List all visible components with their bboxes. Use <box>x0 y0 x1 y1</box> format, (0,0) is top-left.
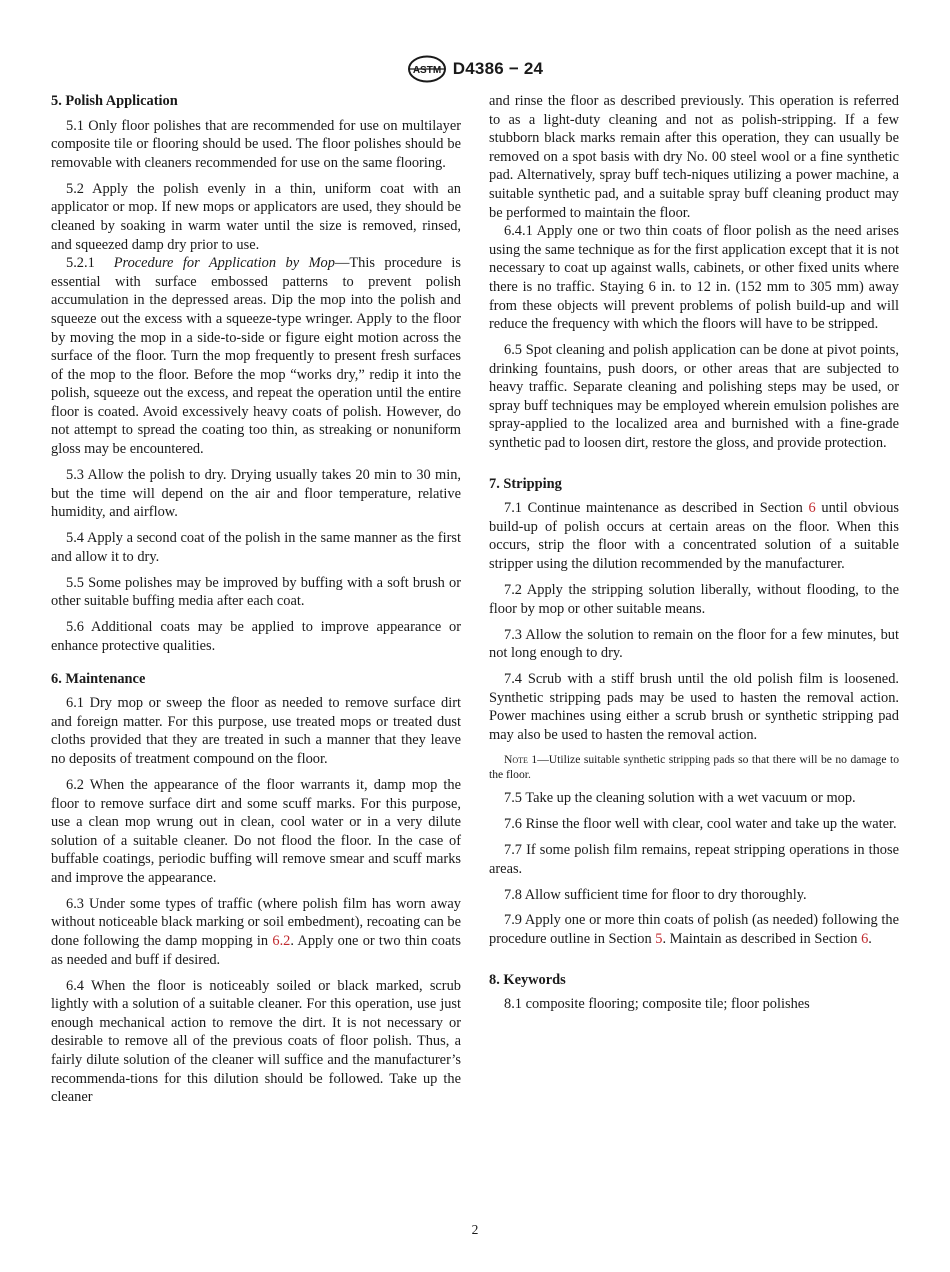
right-column <box>489 92 899 1021</box>
paragraph: 6.4.1 Apply one or two thin coats of floor polish as the need arises using the same technique as for the first application except that it is not necessary to coat up against walls, cabinets, or other fixed units where there is no traffic. Staying 6 in. to 12 in. (152 mm to 305 mm) away from these objects will prevent problems of polish build-up and will reduce the frequency with which the floors will have to be stripped. <box>489 223 899 333</box>
note-text: —Utilize suitable synthetic stripping pads so that there will be no damage to the floor. <box>489 752 899 782</box>
paragraph: 6.5 Spot cleaning and polish application can be done at pivot points, drinking fountains, push doors, or other areas that are subjected to heavy traffic. Separate cleaning and polishing steps may be used, or spray buff techniques may be employed wherein emulsion polishes are spray-applied to the localized area and burnished with a fine-grade synthetic pad to loosen dirt, restore the gloss, and provide protection. <box>489 342 899 452</box>
paragraph <box>51 254 461 459</box>
paragraph: 7.5 Take up the cleaning solution with a wet vacuum or mop. <box>504 789 856 806</box>
section-link[interactable]: 6 <box>808 500 816 517</box>
page-number: 2 <box>471 1222 479 1237</box>
paragraph: 7.4 Scrub with a stiff brush until the old polish film is loosened. Synthetic stripping pads may be used to hasten the removal action. Power machines using either a scrub brush or synthetic stripping pad may also be used to hasten the removal action. <box>489 671 899 743</box>
paragraph-continued: and rinse the floor as described previously. This operation is referred to as a light-duty cleaning and not as polish-stripping. If a few stubborn black marks remain after this operation, they can usually be removed on a spot basis with dry No. 00 steel wool or a fine synthetic pad. Alternatively, spray buff tech-niques utilizing a power machine, a suitable synthetic pad, and a suitable spray buff cleaning product may be performed to maintain the floor. <box>489 93 899 221</box>
text-run: . <box>868 931 872 948</box>
paragraph <box>489 911 899 948</box>
paragraph <box>51 895 461 969</box>
paragraph: 7.7 If some polish film remains, repeat stripping operations in those areas. <box>489 841 899 877</box>
text-run: until obvious build-up of polish occurs at certain areas on the floor. When this occurs, strip the floor with a concentrated solution of a suitable stripper using the dilution recommended by the manufacturer. <box>489 500 900 573</box>
paragraph: 7.8 Allow sufficient time for floor to dry thoroughly. <box>504 886 807 903</box>
text-run: 7.1 Continue maintenance as described in Section <box>504 500 809 517</box>
paragraph: 5.1 Only floor polishes that are recommended for use on multilayer composite tile or flooring should be used. The floor polishes should be removable with cleaners recommended for use on the same flooring. <box>51 117 461 171</box>
section-heading: 7. Stripping <box>489 475 562 492</box>
standard-designation: D4386 − 24 <box>452 59 544 78</box>
paragraph: 5.3 Allow the polish to dry. Drying usually takes 20 min to 30 min, but the time will depend on the air and floor temperature, relative humidity, and airflow. <box>51 467 461 521</box>
paragraph: 6.1 Dry mop or sweep the floor as needed to remove surface dirt and foreign matter. For this purpose, use treated mops or treated dust cloths provided that they are treated in such a manner that they leave no deposits of treatment compound on the floor. <box>51 695 461 767</box>
note-label: Note 1 <box>504 752 538 766</box>
section-heading: 8. Keywords <box>489 971 566 988</box>
text-run: . Maintain as described in Section <box>662 931 862 948</box>
section-link[interactable]: 5 <box>655 931 663 948</box>
clause-text: —This procedure is essential with surface embossed patterns to prevent polish accumulation in the depressed areas. Dip the mop into the polish and squeeze out the excess with a squeeze-type wringer. Apply to the floor by moving the mop in a side-to-side or figure eight motion across the surface of the floor. Turn the mop frequently to present fresh surfaces of the mop to the floor. Before the mop “works dry,” redip it into the polish, squeeze out the excess, and repeat the operation until the entire floor is coated. Avoid excessively heavy coats of polish. However, do not attempt to spread the coating too thin, as streaking or nonuniform gloss may be encountered. <box>51 255 462 458</box>
text-run: 7.9 Apply one or more thin coats of polish (as needed) following the procedure outline in Section <box>489 912 899 948</box>
section-link[interactable]: 6.2 <box>272 933 291 950</box>
section-heading: 5. Polish Application <box>51 93 178 109</box>
paragraph: 7.6 Rinse the floor well with clear, cool water and take up the water. <box>504 815 897 832</box>
svg-text:ASTM: ASTM <box>412 65 441 76</box>
paragraph: 6.2 When the appearance of the floor warrants it, damp mop the floor to remove surface dirt and some scuff marks. For this purpose, use a clean mop wrung out in clean, cool water or in a very dilute solution of a suitable cleaner. Do not flood the floor. In the case of buffable coatings, periodic buffing will remove smear and scuff marks and improve the appearance. <box>51 776 461 886</box>
astm-logo-icon <box>407 55 447 83</box>
paragraph: 8.1 composite flooring; composite tile; floor polishes <box>504 996 810 1013</box>
paragraph: 6.4 When the floor is noticeably soiled or black marked, scrub lightly with a solution of a suitable cleaner. For this operation, use just enough mechanical action to remove the dirt. It is not necessary or desirable to remove all of the previous coats of floor polish. Thus, a fairly dilute solution of the cleaner will suffice and the manufacturer’s recommenda-tions for this dilution should be followed. Take up the cleaner <box>51 977 461 1106</box>
left-column <box>51 92 461 1114</box>
section-link[interactable]: 6 <box>861 931 869 948</box>
text-run: 6.3 Under some types of traffic (where polish film has worn away without noticeable black marking or soil embedment), recoating can be done following the damp mopping in <box>51 895 461 950</box>
clause-title: Procedure for Application by Mop <box>113 255 335 272</box>
section-heading: 6. Maintenance <box>51 670 146 687</box>
clause-number: 5.2.1 <box>66 255 95 272</box>
paragraph: 5.6 Additional coats may be applied to improve appearance or enhance protective qualities. <box>51 619 461 654</box>
note <box>489 752 899 783</box>
paragraph <box>489 499 899 573</box>
paragraph: 5.5 Some polishes may be improved by buffing with a soft brush or other suitable buffing media after each coat. <box>51 574 461 610</box>
text-run: . Apply one or two thin coats as needed and buff if desired. <box>51 933 461 968</box>
page-header <box>0 54 950 84</box>
paragraph: 5.2 Apply the polish evenly in a thin, uniform coat with an applicator or mop. If new mops or applicators are used, they should be cleaned by soaking in warm water until the size is removed, rinsed, and squeezed damp dry prior to use. <box>51 180 461 253</box>
paragraph: 5.4 Apply a second coat of the polish in the same manner as the first and allow it to dry. <box>51 530 461 565</box>
paragraph: 7.2 Apply the stripping solution liberally, without flooding, to the floor by mop or other suitable means. <box>489 582 899 617</box>
paragraph: 7.3 Allow the solution to remain on the floor for a few minutes, but not long enough to dry. <box>489 626 899 662</box>
